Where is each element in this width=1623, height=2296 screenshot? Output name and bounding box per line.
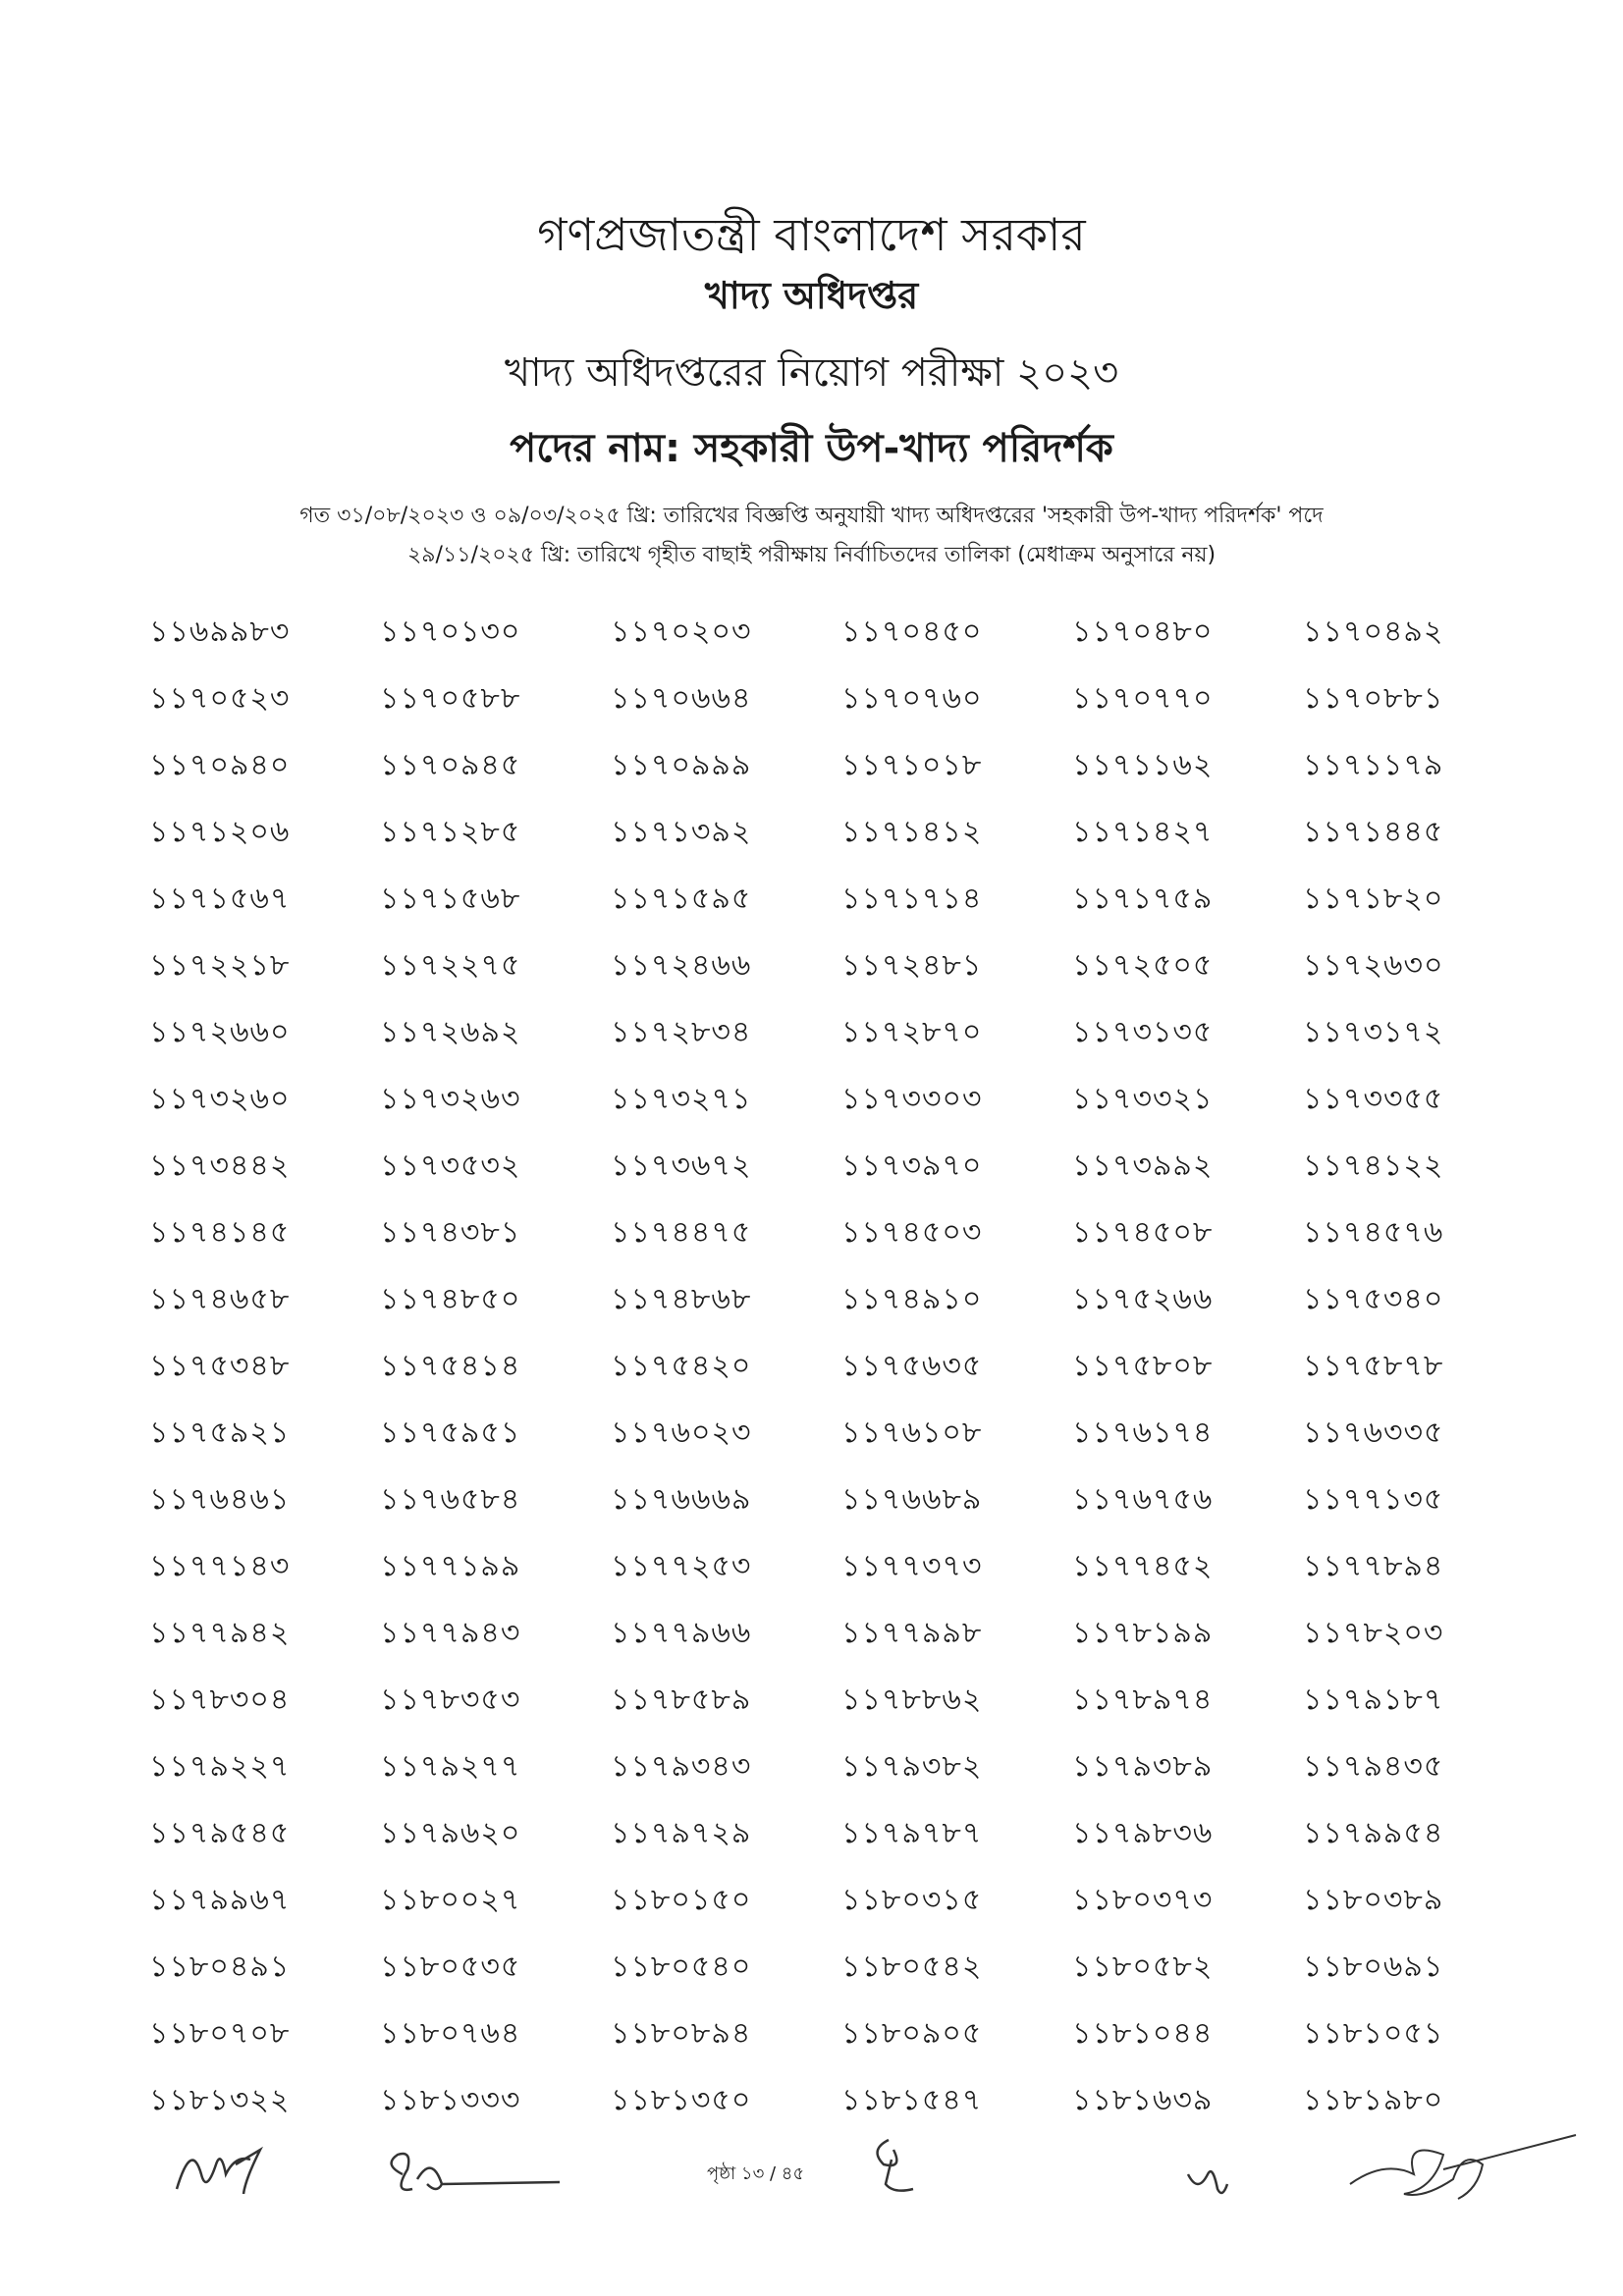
roll-number: ১১৭৭৯৯৮ [841,1615,983,1650]
roll-number: ১১৭৩২৭১ [611,1081,752,1116]
roll-number: ১১৭০৫২৩ [149,680,291,716]
roll-number: ১১৭৫৯২১ [149,1415,291,1450]
roll-number: ১১৭২৫০৫ [1072,947,1214,983]
roll-number: ১১৭৫৯৫১ [380,1415,521,1450]
roll-number: ১১৭৫৮০৮ [1072,1348,1214,1383]
roll-row [118,1467,1502,1533]
roll-number: ১১৭৩১৩৫ [1072,1014,1214,1049]
roll-number: ১১৭৫৬৩৫ [841,1348,983,1383]
roll-number: ১১৭১৪২৭ [1072,814,1214,849]
roll-row [118,599,1502,666]
roll-number: ১১৭৮৩৫৩ [380,1682,521,1717]
roll-number: ১১৭০৯৪৫ [380,747,521,782]
roll-number: ১১৭৯৬২০ [380,1815,521,1850]
roll-number: ১১৭৬১০৮ [841,1415,983,1450]
roll-number: ১১৭১৭১৪ [841,881,983,916]
roll-row [118,1800,1502,1867]
roll-row [118,1934,1502,2001]
roll-number: ১১৭৯৪৩৫ [1303,1748,1444,1784]
roll-row [118,1266,1502,1333]
roll-row [118,2067,1502,2134]
department-title: খাদ্য অধিদপ্তর [704,274,919,317]
roll-number: ১১৮০৩৭৩ [1072,1882,1214,1917]
roll-number: ১১৭২৮৩৪ [611,1014,752,1049]
roll-row [118,1200,1502,1266]
roll-row [118,933,1502,999]
roll-number: ১১৭৮৩০৪ [149,1682,291,1717]
roll-number: ১১৭২২১৮ [149,947,291,983]
roll-number: ১১৮১০৫১ [1303,2015,1444,2051]
roll-number: ১১৭২৬৬০ [149,1014,291,1049]
roll-number: ১১৮০৫৪০ [611,1949,752,1984]
roll-number: ১১৭০৯৪০ [149,747,291,782]
roll-row [118,2001,1502,2067]
roll-number: ১১৭৩২৬০ [149,1081,291,1116]
signature-2 [373,2145,569,2204]
roll-number: ১১৮০০২৭ [380,1882,521,1917]
roll-number: ১১৭৩২৬৩ [380,1081,521,1116]
roll-number: ১১৭৯৭৮৭ [841,1815,983,1850]
roll-number: ১১৮০১৫০ [611,1882,752,1917]
roll-row [118,999,1502,1066]
roll-number: ১১৮০৫৩৫ [380,1949,521,1984]
roll-number: ১১৭৭১৪৩ [149,1548,291,1583]
roll-number: ১১৭১২৮৫ [380,814,521,849]
roll-number: ১১৭০৮৮১ [1303,680,1444,716]
notice-line-1: গত ৩১/০৮/২০২৩ ও ০৯/০৩/২০২৫ খ্রি: তারিখের বিজ্ঞপ্তি অনুযায়ী খাদ্য অধিদপ্তরের 'সহকারী উপ-খাদ্য পরিদর্শক' পদে [299,504,1324,528]
roll-number: ১১৭২২৭৫ [380,947,521,983]
signature-4 [1345,2130,1581,2218]
roll-number: ১১৭০২০৩ [611,614,752,649]
roll-number: ১১৭৬৪৬১ [149,1481,291,1517]
roll-number: ১১৮১৩৫০ [611,2082,752,2117]
initials-mark [864,2130,923,2209]
roll-number: ১১৭৫৩৪৮ [149,1348,291,1383]
roll-number: ১১৭১৪১২ [841,814,983,849]
roll-number: ১১৭০৭৭০ [1072,680,1214,716]
roll-number: ১১৭৮৫৮৯ [611,1682,752,1717]
roll-number: ১১৮০৫৮২ [1072,1949,1214,1984]
roll-number: ১১৮০৫৪২ [841,1949,983,1984]
roll-row [118,732,1502,799]
roll-number: ১১৭৭৩৭৩ [841,1548,983,1583]
roll-number: ১১৭৪১৪৫ [149,1214,291,1250]
roll-number: ১১৭৬৩৩৫ [1303,1415,1444,1450]
roll-number: ১১৭৬৫৮৪ [380,1481,521,1517]
roll-number: ১১৮০৭৬৪ [380,2015,521,2051]
roll-number: ১১৭৫৩৪০ [1303,1281,1444,1316]
roll-row [118,799,1502,866]
roll-number: ১১৭৩৯৭০ [841,1148,983,1183]
roll-number: ১১৭১৫৬৭ [149,881,291,916]
roll-number: ১১৭৩৪৪২ [149,1148,291,1183]
roll-number-grid [118,599,1502,2134]
roll-number: ১১৭২৬৩০ [1303,947,1444,983]
roll-row [118,1400,1502,1467]
roll-row [118,1533,1502,1600]
roll-row [118,1734,1502,1800]
roll-number: ১১৭৩৩০৩ [841,1081,983,1116]
page-number: পৃষ্ঠা ১৩ / ৪৫ [707,2163,805,2184]
roll-number: ১১৭৮৮৬২ [841,1682,983,1717]
roll-number: ১১৮১৩২২ [149,2082,291,2117]
roll-row [118,1667,1502,1734]
notice-line-2: ২৯/১১/২০২৫ খ্রি: তারিখে গৃহীত বাছাই পরীক্ষায় নির্বাচিতদের তালিকা (মেধাক্রম অনুসারে নয়) [406,543,1217,567]
roll-number: ১১৭৮২০৩ [1303,1615,1444,1650]
signature-1 [167,2135,285,2204]
roll-number: ১১৭৪৮৬৮ [611,1281,752,1316]
roll-number: ১১৭৪৫৭৬ [1303,1214,1444,1250]
roll-number: ১১৭০৯৯৯ [611,747,752,782]
roll-row [118,1333,1502,1400]
roll-number: ১১৭৭১৯৯ [380,1548,521,1583]
roll-number: ১১৭৯৯৫৪ [1303,1815,1444,1850]
roll-number: ১১৭৪৫০৮ [1072,1214,1214,1250]
roll-number: ১১৮০৩৮৯ [1303,1882,1444,1917]
roll-number: ১১৭৯৭২৯ [611,1815,752,1850]
roll-number: ১১৭৫৪১৪ [380,1348,521,1383]
roll-number: ১১৭১৭৫৯ [1072,881,1214,916]
roll-number: ১১৭২৪৮১ [841,947,983,983]
post-title: পদের নাম: সহকারী উপ-খাদ্য পরিদর্শক [510,426,1113,471]
roll-number: ১১৭৪৬৫৮ [149,1281,291,1316]
roll-number: ১১৭০৪৫০ [841,614,983,649]
roll-number: ১১৭০৭৬০ [841,680,983,716]
roll-number: ১১৭৫২৬৬ [1072,1281,1214,1316]
roll-number: ১১৭৩৬৭২ [611,1148,752,1183]
roll-number: ১১৭০১৩০ [380,614,521,649]
roll-number: ১১৭১৩৯২ [611,814,752,849]
roll-number: ১১৭১৪৪৫ [1303,814,1444,849]
roll-number: ১১৭২৪৬৬ [611,947,752,983]
footer [0,2130,1623,2248]
roll-number: ১১৭৭৪৫২ [1072,1548,1214,1583]
roll-number: ১১৭৯৮৩৬ [1072,1815,1214,1850]
roll-number: ১১৮১৯৮০ [1303,2082,1444,2117]
roll-number: ১১৭৮৯৭৪ [1072,1682,1214,1717]
roll-number: ১১৭৮১৯৯ [1072,1615,1214,1650]
roll-number: ১১৭৪১২২ [1303,1148,1444,1183]
roll-number: ১১৭৭১৩৫ [1303,1481,1444,1517]
roll-number: ১১৭৭৯৬৬ [611,1615,752,1650]
roll-number: ১১৮১৫৪৭ [841,2082,983,2117]
roll-number: ১১৭১৫৯৫ [611,881,752,916]
roll-number: ১১৭৯৫৪৫ [149,1815,291,1850]
roll-number: ১১৭০৪৮০ [1072,614,1214,649]
roll-row [118,866,1502,933]
signature-3 [1178,2150,1237,2209]
roll-number: ১১৭৪৫০৩ [841,1214,983,1250]
roll-number: ১১৭১১৬২ [1072,747,1214,782]
roll-number: ১১৭১৫৬৮ [380,881,521,916]
roll-number: ১১৭৯১৮৭ [1303,1682,1444,1717]
roll-number: ১১৭৭২৫৩ [611,1548,752,1583]
roll-number: ১১৭৭৯৪৩ [380,1615,521,1650]
roll-number: ১১৭২৬৯২ [380,1014,521,1049]
roll-number: ১১৭৯২২৭ [149,1748,291,1784]
roll-number: ১১৭৪৩৮১ [380,1214,521,1250]
roll-number: ১১৭৫৮৭৮ [1303,1348,1444,1383]
roll-number: ১১৭২৮৭০ [841,1014,983,1049]
roll-row [118,1600,1502,1667]
roll-number: ১১৮০৭০৮ [149,2015,291,2051]
roll-number: ১১৭০৪৯২ [1303,614,1444,649]
roll-number: ১১৮০৮৯৪ [611,2015,752,2051]
roll-number: ১১৭৪৮৫০ [380,1281,521,1316]
roll-number: ১১৭৯৩৮৯ [1072,1748,1214,1784]
roll-number: ১১৮০৩১৫ [841,1882,983,1917]
exam-title: খাদ্য অধিদপ্তরের নিয়োগ পরীক্ষা ২০২৩ [504,350,1119,396]
roll-number: ১১৭১৮২০ [1303,881,1444,916]
government-title: গণপ্রজাতন্ত্রী বাংলাদেশ সরকার [537,208,1086,261]
roll-number: ১১৭৬৭৫৬ [1072,1481,1214,1517]
roll-number: ১১৮১৬৩৯ [1072,2082,1214,2117]
roll-number: ১১৭৩৯৯২ [1072,1148,1214,1183]
roll-number: ১১৭৯৩৮২ [841,1748,983,1784]
roll-number: ১১৭৩৫৩২ [380,1148,521,1183]
roll-row [118,1066,1502,1133]
roll-number: ১১৭৯২৭৭ [380,1748,521,1784]
roll-number: ১১৭৯৯৬৭ [149,1882,291,1917]
roll-number: ১১৭৩৩৫৫ [1303,1081,1444,1116]
roll-number: ১১৭৬১৭৪ [1072,1415,1214,1450]
roll-number: ১১৭৪৯১০ [841,1281,983,1316]
roll-number: ১১৭৭৮৯৪ [1303,1548,1444,1583]
roll-number: ১১৭৫৪২০ [611,1348,752,1383]
roll-number: ১১৭৭৯৪২ [149,1615,291,1650]
roll-row [118,1867,1502,1934]
roll-number: ১১৭১১৭৯ [1303,747,1444,782]
roll-number: ১১৭১০১৮ [841,747,983,782]
roll-number: ১১৭৬৬৬৯ [611,1481,752,1517]
roll-number: ১১৮০৬৯১ [1303,1949,1444,1984]
roll-number: ১১৮১০৪৪ [1072,2015,1214,2051]
roll-number: ১১৭৩৩২১ [1072,1081,1214,1116]
roll-number: ১১৭০৫৮৮ [380,680,521,716]
roll-row [118,1133,1502,1200]
roll-number: ১১৭৬০২৩ [611,1415,752,1450]
roll-number: ১১৮০৪৯১ [149,1949,291,1984]
roll-number: ১১৮০৯০৫ [841,2015,983,2051]
roll-number: ১১৭৬৬৮৯ [841,1481,983,1517]
roll-number: ১১৭০৬৬৪ [611,680,752,716]
roll-number: ১১৭৯৩৪৩ [611,1748,752,1784]
roll-number: ১১৭৩১৭২ [1303,1014,1444,1049]
roll-number: ১১৬৯৯৮৩ [149,614,291,649]
roll-number: ১১৭৪৪৭৫ [611,1214,752,1250]
roll-row [118,666,1502,732]
roll-number: ১১৭১২০৬ [149,814,291,849]
roll-number: ১১৮১৩৩৩ [380,2082,521,2117]
